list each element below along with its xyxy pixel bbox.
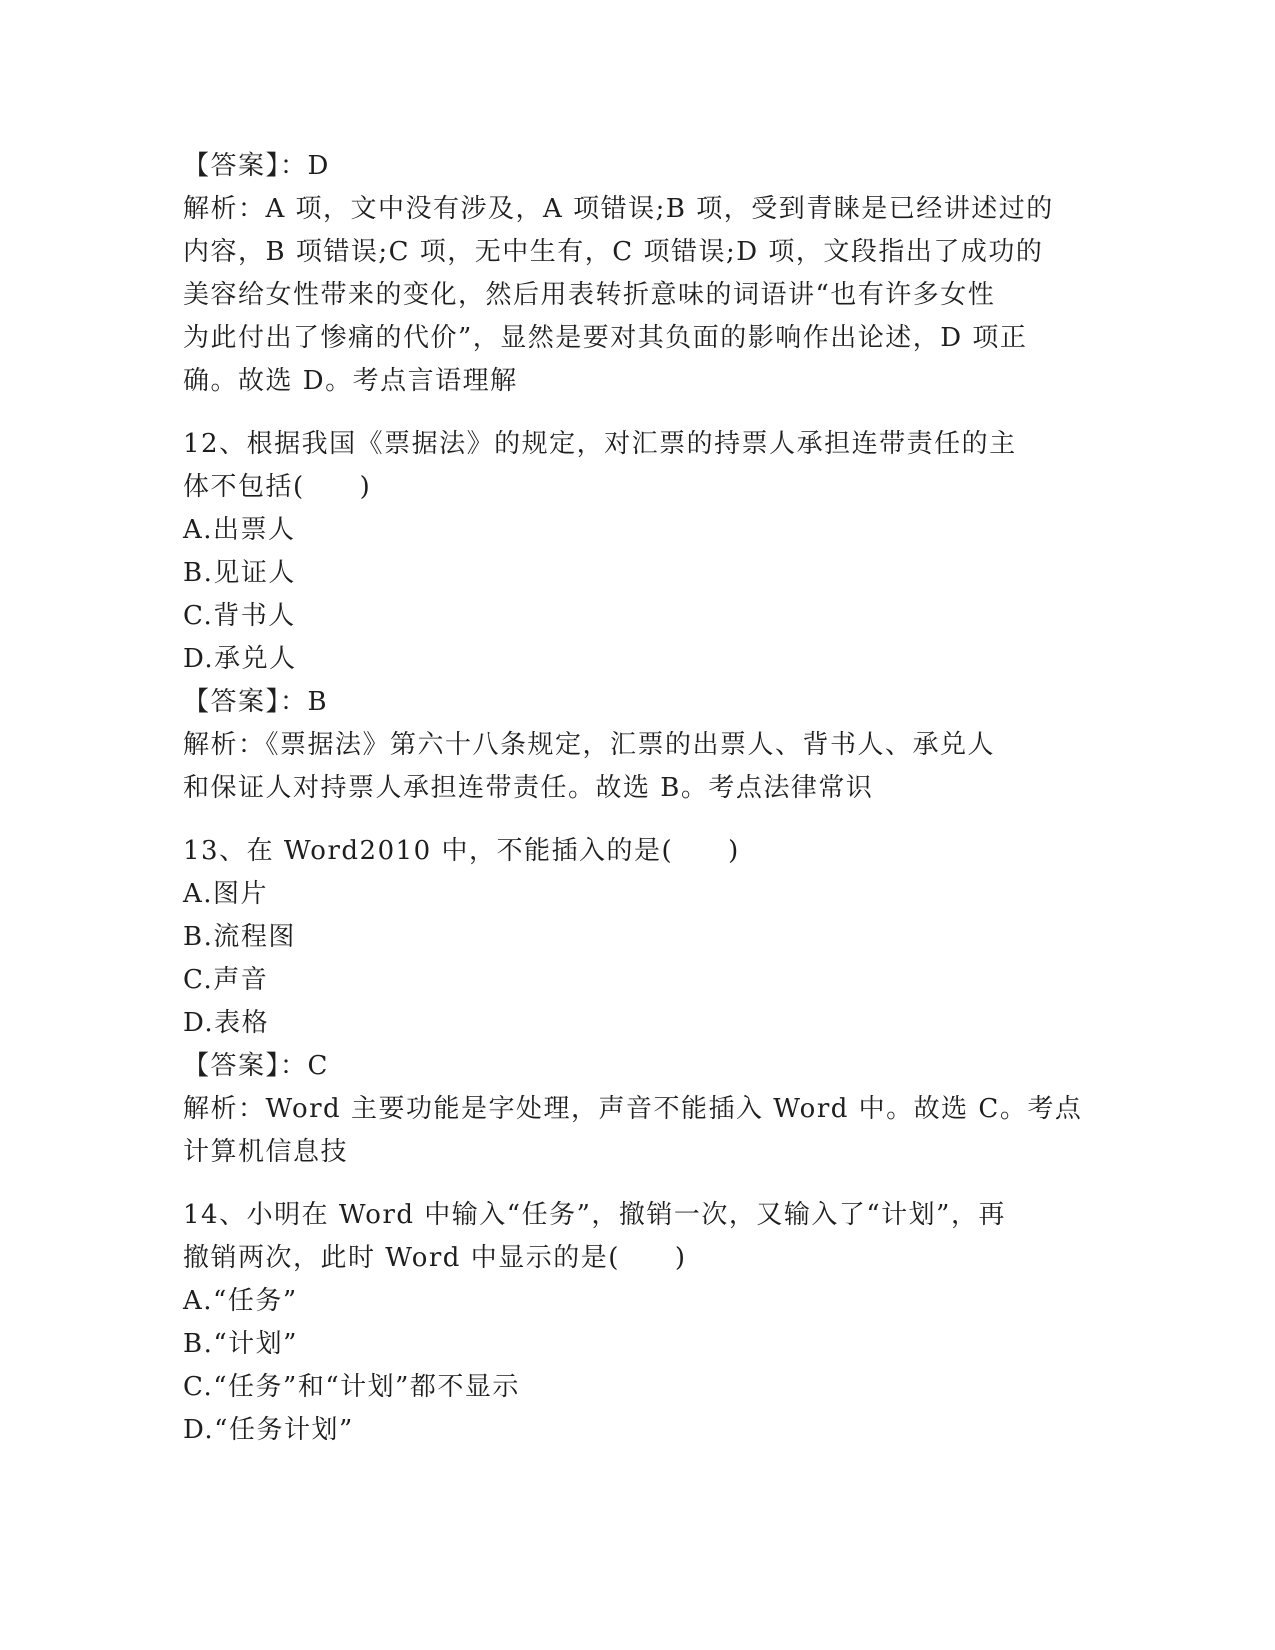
option-c: C.背书人 xyxy=(183,601,296,631)
option-b: B.见证人 xyxy=(183,558,296,588)
analysis-line: 内容，B 项错误;C 项，无中生有，C 项错误;D 项，文段指出了成功的 xyxy=(183,237,1044,267)
question-stem: 体不包括( ) xyxy=(183,472,372,502)
analysis-line: 解析：《票据法》第六十八条规定，汇票的出票人、背书人、承兑人 xyxy=(183,730,996,760)
option-a: A.图片 xyxy=(183,879,269,909)
option-c: C.“任务”和“计划”都不显示 xyxy=(183,1372,520,1402)
answer-label: 【答案】：B xyxy=(183,687,329,717)
question-stem: 14、小明在 Word 中输入“任务”，撤销一次，又输入了“计划”，再 xyxy=(183,1200,1006,1230)
option-d: D.表格 xyxy=(183,1008,270,1038)
analysis-line: 计算机信息技 xyxy=(183,1137,349,1167)
analysis-line: 美容给女性带来的变化，然后用表转折意味的词语讲“也有许多女性 xyxy=(183,280,996,310)
analysis-line: 和保证人对持票人承担连带责任。故选 B。考点法律常识 xyxy=(183,773,874,803)
answer-label: 【答案】：D xyxy=(183,151,330,181)
option-c: C.声音 xyxy=(183,965,269,995)
analysis-line: 解析：Word 主要功能是字处理，声音不能插入 Word 中。故选 C。考点 xyxy=(183,1094,1083,1124)
question-13 xyxy=(183,830,1083,1174)
question-stem: 13、在 Word2010 中，不能插入的是( ) xyxy=(183,836,740,866)
option-d: D.“任务计划” xyxy=(183,1415,354,1445)
analysis-line: 确。故选 D。考点言语理解 xyxy=(183,366,518,396)
answer-label: 【答案】：C xyxy=(183,1051,329,1081)
question-stem: 12、根据我国《票据法》的规定，对汇票的持票人承担连带责任的主 xyxy=(183,429,1017,459)
option-d: D.承兑人 xyxy=(183,644,297,674)
prev-question-answer-block xyxy=(183,145,1083,403)
option-b: B.流程图 xyxy=(183,922,296,952)
question-stem: 撤销两次，此时 Word 中显示的是( ) xyxy=(183,1243,687,1273)
question-12 xyxy=(183,423,1083,810)
question-14 xyxy=(183,1194,1083,1452)
option-b: B.“计划” xyxy=(183,1329,298,1359)
analysis-line: 为此付出了惨痛的代价”，显然是要对其负面的影响作出论述，D 项正 xyxy=(183,323,1028,353)
document-page xyxy=(183,145,1083,1452)
option-a: A.“任务” xyxy=(183,1286,298,1316)
option-a: A.出票人 xyxy=(183,515,296,545)
analysis-line: 解析：A 项，文中没有涉及，A 项错误;B 项，受到青睐是已经讲述过的 xyxy=(183,194,1054,224)
